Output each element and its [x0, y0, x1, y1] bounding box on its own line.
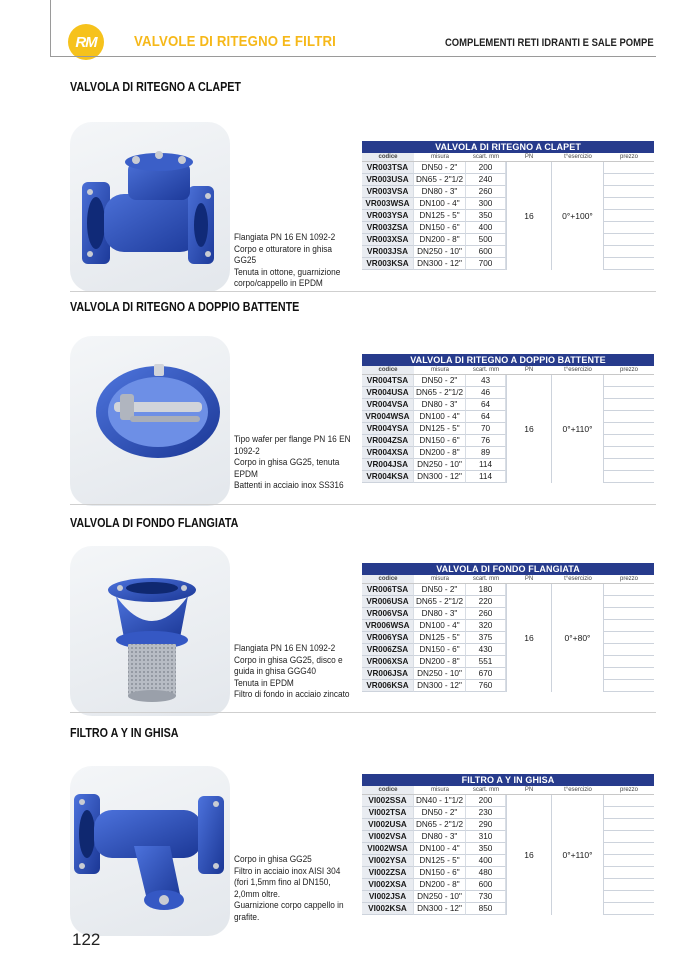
- product-table: [362, 774, 654, 915]
- table-cell-price: [604, 855, 654, 867]
- col-header-code: codice: [362, 153, 414, 161]
- table-cell-scart: 300: [466, 198, 506, 210]
- product-table: [362, 141, 654, 270]
- table-cell-scart: 200: [466, 162, 506, 174]
- table-cell-size: DN250 - 10": [414, 459, 466, 471]
- product-table: [362, 354, 654, 483]
- table-cell-code: VR003ZSA: [362, 222, 414, 234]
- table-cell-price: [604, 459, 654, 471]
- table-column-scart: [466, 584, 506, 692]
- table-cell-price: [604, 867, 654, 879]
- table-cell-size: DN250 - 10": [414, 891, 466, 903]
- table-cell-size: DN200 - 8": [414, 656, 466, 668]
- table-cell-scart: 114: [466, 459, 506, 471]
- page-number: 122: [72, 930, 101, 949]
- table-cell-scart: 700: [466, 258, 506, 270]
- table-cell-price: [604, 375, 654, 387]
- table-cell-scart: 200: [466, 795, 506, 807]
- col-header-temp: t°esercizio: [564, 154, 592, 160]
- table-cell-scart: 220: [466, 596, 506, 608]
- table-cell-code: VR006VSA: [362, 608, 414, 620]
- col-header-temp: t°esercizio: [564, 367, 592, 373]
- table-cell-price: [604, 423, 654, 435]
- col-header-size: misura: [430, 576, 449, 582]
- table-title: VALVOLA DI RITEGNO A CLAPET: [362, 141, 654, 153]
- table-cell-size: DN100 - 4": [414, 843, 466, 855]
- table-cell-code: VI002USA: [362, 819, 414, 831]
- table-cell-price: [604, 644, 654, 656]
- table-cell-scart: 600: [466, 246, 506, 258]
- table-cell-temp: 0°+100°: [552, 162, 604, 270]
- page-title: VALVOLE DI RITEGNO E FILTRI: [134, 33, 337, 50]
- table-cell-scart: 730: [466, 891, 506, 903]
- table-cell-scart: 310: [466, 831, 506, 843]
- table-cell-price: [604, 186, 654, 198]
- table-cell-price: [604, 632, 654, 644]
- table-cell-code: VI002TSA: [362, 807, 414, 819]
- table-cell-size: DN300 - 12": [414, 903, 466, 915]
- table-cell-scart: 600: [466, 879, 506, 891]
- table-cell-price: [604, 903, 654, 915]
- table-cell-code: VR003KSA: [362, 258, 414, 270]
- table-cell-scart: 64: [466, 399, 506, 411]
- col-header-size: misura: [430, 154, 449, 160]
- table-cell-size: DN250 - 10": [414, 668, 466, 680]
- table-cell-price: [604, 680, 654, 692]
- section-title: VALVOLA DI RITEGNO A CLAPET: [70, 80, 242, 94]
- table-cell-size: DN125 - 5": [414, 210, 466, 222]
- section-filtro-y: [70, 726, 656, 936]
- table-cell-size: DN100 - 4": [414, 198, 466, 210]
- table-cell-size: DN50 - 2": [414, 162, 466, 174]
- table-column-headers: [362, 366, 654, 375]
- product-photo-filtro-y: [70, 766, 230, 936]
- col-header-pn: PN: [524, 576, 534, 582]
- col-header-code: codice: [362, 786, 414, 794]
- table-cell-code: VR004XSA: [362, 447, 414, 459]
- table-cell-size: DN80 - 3": [414, 831, 466, 843]
- table-cell-code: VR004WSA: [362, 411, 414, 423]
- table-cell-size: DN150 - 6": [414, 644, 466, 656]
- table-column-price: [604, 795, 654, 915]
- header-vertical-rule: [50, 0, 51, 56]
- table-cell-size: DN80 - 3": [414, 186, 466, 198]
- table-cell-size: DN65 - 2"1/2: [414, 174, 466, 186]
- col-header-pn: PN: [524, 154, 534, 160]
- table-cell-code: VR004YSA: [362, 423, 414, 435]
- col-header-code: codice: [362, 575, 414, 583]
- table-cell-scart: 114: [466, 471, 506, 483]
- table-cell-price: [604, 435, 654, 447]
- section-title: FILTRO A Y IN GHISA: [70, 726, 179, 740]
- table-cell-size: DN300 - 12": [414, 258, 466, 270]
- table-cell-size: DN300 - 12": [414, 471, 466, 483]
- table-cell-code: VR003XSA: [362, 234, 414, 246]
- table-cell-scart: 70: [466, 423, 506, 435]
- col-header-size: misura: [430, 367, 449, 373]
- section-fondo-flangiata: [70, 516, 656, 726]
- table-cell-code: VI002SSA: [362, 795, 414, 807]
- section-divider: [70, 712, 656, 713]
- product-photo-fondo-flangiata: [70, 546, 230, 716]
- table-column-size: [414, 795, 466, 915]
- table-cell-scart: 375: [466, 632, 506, 644]
- table-cell-price: [604, 162, 654, 174]
- table-cell-scart: 400: [466, 855, 506, 867]
- product-table: [362, 563, 654, 692]
- table-cell-code: VI002JSA: [362, 891, 414, 903]
- table-cell-code: VR006USA: [362, 596, 414, 608]
- col-header-pn: PN: [524, 367, 534, 373]
- col-header-price: prezzo: [619, 787, 638, 793]
- table-cell-price: [604, 584, 654, 596]
- table-cell-price: [604, 668, 654, 680]
- y-strainer-icon: [70, 766, 230, 936]
- table-cell-size: DN40 - 1"1/2: [414, 795, 466, 807]
- col-header-code: codice: [362, 366, 414, 374]
- table-title: FILTRO A Y IN GHISA: [362, 774, 654, 786]
- table-body: [362, 584, 654, 692]
- section-clapet: [70, 80, 656, 290]
- table-cell-scart: 400: [466, 222, 506, 234]
- table-cell-pn: 16: [506, 375, 552, 483]
- table-cell-size: DN80 - 3": [414, 399, 466, 411]
- table-cell-size: DN150 - 6": [414, 867, 466, 879]
- table-cell-code: VR004USA: [362, 387, 414, 399]
- table-cell-code: VR003WSA: [362, 198, 414, 210]
- table-cell-price: [604, 234, 654, 246]
- table-cell-size: DN50 - 2": [414, 375, 466, 387]
- table-cell-price: [604, 891, 654, 903]
- table-cell-price: [604, 471, 654, 483]
- table-cell-scart: 551: [466, 656, 506, 668]
- table-cell-temp: 0°+80°: [552, 584, 604, 692]
- section-divider: [70, 291, 656, 292]
- table-cell-scart: 64: [466, 411, 506, 423]
- clapet-valve-icon: [70, 122, 230, 292]
- table-cell-temp: 0°+110°: [552, 795, 604, 915]
- table-body: [362, 162, 654, 270]
- table-column-size: [414, 584, 466, 692]
- table-cell-code: VR004JSA: [362, 459, 414, 471]
- table-cell-price: [604, 399, 654, 411]
- product-description: Corpo in ghisa GG25 Filtro in acciaio inox AISI 304 (fori 1,5mm fino al DN150, 2,0mm oltre. Guarnizione corpo cappello in grafite.: [234, 854, 344, 922]
- table-column-code: [362, 162, 414, 270]
- table-cell-scart: 240: [466, 174, 506, 186]
- table-title: VALVOLA DI FONDO FLANGIATA: [362, 563, 654, 575]
- table-cell-scart: 350: [466, 210, 506, 222]
- table-cell-size: DN80 - 3": [414, 608, 466, 620]
- table-cell-size: DN150 - 6": [414, 222, 466, 234]
- table-cell-code: VR006WSA: [362, 620, 414, 632]
- foot-valve-icon: [70, 546, 230, 716]
- table-cell-price: [604, 831, 654, 843]
- table-cell-code: VI002VSA: [362, 831, 414, 843]
- table-column-headers: [362, 575, 654, 584]
- col-header-pn: PN: [524, 787, 534, 793]
- table-column-scart: [466, 375, 506, 483]
- col-header-temp: t°esercizio: [564, 576, 592, 582]
- table-cell-size: DN200 - 8": [414, 234, 466, 246]
- section-doppio-battente: [70, 300, 656, 510]
- table-cell-scart: 260: [466, 608, 506, 620]
- table-cell-size: DN65 - 2"1/2: [414, 387, 466, 399]
- table-cell-scart: 180: [466, 584, 506, 596]
- section-title: VALVOLA DI FONDO FLANGIATA: [70, 516, 239, 530]
- table-cell-scart: 850: [466, 903, 506, 915]
- table-cell-price: [604, 596, 654, 608]
- table-column-price: [604, 162, 654, 270]
- table-cell-code: VR004ZSA: [362, 435, 414, 447]
- table-cell-price: [604, 447, 654, 459]
- rm-logo: [68, 24, 104, 60]
- table-cell-price: [604, 411, 654, 423]
- col-header-size: misura: [430, 787, 449, 793]
- table-cell-code: VI002XSA: [362, 879, 414, 891]
- table-cell-size: DN65 - 2"1/2: [414, 819, 466, 831]
- table-cell-size: DN100 - 4": [414, 620, 466, 632]
- catalog-section-title: COMPLEMENTI RETI IDRANTI E SALE POMPE: [445, 37, 654, 49]
- table-cell-size: DN125 - 5": [414, 855, 466, 867]
- table-column-headers: [362, 786, 654, 795]
- col-header-scart: scart. mm: [472, 154, 500, 160]
- table-cell-code: VR006XSA: [362, 656, 414, 668]
- table-column-code: [362, 795, 414, 915]
- table-cell-price: [604, 879, 654, 891]
- product-photo-clapet: [70, 122, 230, 292]
- table-column-price: [604, 584, 654, 692]
- product-description: Flangiata PN 16 EN 1092-2 Corpo e otturatore in ghisa GG25 Tenuta in ottone, guarnizione corpo/cappello in EPDM: [234, 232, 341, 289]
- table-cell-price: [604, 620, 654, 632]
- table-cell-size: DN50 - 2": [414, 584, 466, 596]
- table-column-scart: [466, 162, 506, 270]
- table-column-scart: [466, 795, 506, 915]
- table-cell-size: DN150 - 6": [414, 435, 466, 447]
- table-cell-scart: 46: [466, 387, 506, 399]
- table-cell-price: [604, 198, 654, 210]
- table-cell-scart: 500: [466, 234, 506, 246]
- table-cell-code: VI002ZSA: [362, 867, 414, 879]
- table-cell-price: [604, 387, 654, 399]
- col-header-price: prezzo: [619, 367, 638, 373]
- col-header-scart: scart. mm: [472, 367, 500, 373]
- table-column-price: [604, 375, 654, 483]
- table-cell-scart: 76: [466, 435, 506, 447]
- table-cell-price: [604, 258, 654, 270]
- table-cell-code: VR006ZSA: [362, 644, 414, 656]
- table-cell-size: DN125 - 5": [414, 423, 466, 435]
- table-cell-code: VR004VSA: [362, 399, 414, 411]
- table-column-code: [362, 584, 414, 692]
- product-description: Flangiata PN 16 EN 1092-2 Corpo in ghisa GG25, disco e guida in ghisa GGG40 Tenuta in EPDM Filtro di fondo in acciaio zincato: [234, 643, 350, 700]
- table-cell-scart: 670: [466, 668, 506, 680]
- section-title: VALVOLA DI RITEGNO A DOPPIO BATTENTE: [70, 300, 300, 314]
- table-column-headers: [362, 153, 654, 162]
- table-cell-pn: 16: [506, 795, 552, 915]
- header-rule: [50, 56, 656, 57]
- table-cell-size: DN200 - 8": [414, 447, 466, 459]
- table-body: [362, 795, 654, 915]
- table-cell-code: VR006KSA: [362, 680, 414, 692]
- table-cell-scart: 230: [466, 807, 506, 819]
- table-body: [362, 375, 654, 483]
- table-cell-scart: 43: [466, 375, 506, 387]
- table-cell-price: [604, 174, 654, 186]
- table-cell-size: DN200 - 8": [414, 879, 466, 891]
- table-cell-size: DN300 - 12": [414, 680, 466, 692]
- table-cell-code: VR003YSA: [362, 210, 414, 222]
- table-cell-price: [604, 608, 654, 620]
- table-cell-scart: 760: [466, 680, 506, 692]
- table-title: VALVOLA DI RITEGNO A DOPPIO BATTENTE: [362, 354, 654, 366]
- table-cell-code: VR006JSA: [362, 668, 414, 680]
- table-cell-code: VR006YSA: [362, 632, 414, 644]
- section-divider: [70, 504, 656, 505]
- table-cell-temp: 0°+110°: [552, 375, 604, 483]
- table-cell-scart: 350: [466, 843, 506, 855]
- wafer-check-valve-icon: [70, 336, 230, 506]
- table-cell-price: [604, 222, 654, 234]
- table-cell-size: DN65 - 2"1/2: [414, 596, 466, 608]
- table-column-size: [414, 162, 466, 270]
- product-photo-doppio-battente: [70, 336, 230, 506]
- table-cell-scart: 290: [466, 819, 506, 831]
- table-cell-size: DN250 - 10": [414, 246, 466, 258]
- logo-text: RM: [75, 33, 97, 51]
- col-header-price: prezzo: [619, 154, 638, 160]
- table-cell-code: VI002KSA: [362, 903, 414, 915]
- table-cell-price: [604, 795, 654, 807]
- table-cell-code: VR004KSA: [362, 471, 414, 483]
- table-column-code: [362, 375, 414, 483]
- col-header-price: prezzo: [619, 576, 638, 582]
- table-cell-scart: 480: [466, 867, 506, 879]
- table-cell-code: VR004TSA: [362, 375, 414, 387]
- table-cell-code: VI002YSA: [362, 855, 414, 867]
- table-cell-code: VR003VSA: [362, 186, 414, 198]
- table-cell-scart: 260: [466, 186, 506, 198]
- col-header-temp: t°esercizio: [564, 787, 592, 793]
- table-cell-pn: 16: [506, 584, 552, 692]
- product-description: Tipo wafer per flange PN 16 EN 1092-2 Corpo in ghisa GG25, tenuta EPDM Battenti in acciaio inox SS316: [234, 434, 351, 491]
- table-cell-code: VR003USA: [362, 174, 414, 186]
- table-cell-code: VR003JSA: [362, 246, 414, 258]
- table-cell-code: VI002WSA: [362, 843, 414, 855]
- col-header-scart: scart. mm: [472, 576, 500, 582]
- table-cell-price: [604, 843, 654, 855]
- table-cell-price: [604, 246, 654, 258]
- table-column-size: [414, 375, 466, 483]
- table-cell-scart: 430: [466, 644, 506, 656]
- table-cell-pn: 16: [506, 162, 552, 270]
- table-cell-size: DN100 - 4": [414, 411, 466, 423]
- table-cell-size: DN125 - 5": [414, 632, 466, 644]
- table-cell-price: [604, 210, 654, 222]
- table-cell-scart: 320: [466, 620, 506, 632]
- table-cell-size: DN50 - 2": [414, 807, 466, 819]
- table-cell-price: [604, 819, 654, 831]
- table-cell-code: VR006TSA: [362, 584, 414, 596]
- table-cell-code: VR003TSA: [362, 162, 414, 174]
- table-cell-scart: 89: [466, 447, 506, 459]
- col-header-scart: scart. mm: [472, 787, 500, 793]
- table-cell-price: [604, 807, 654, 819]
- table-cell-price: [604, 656, 654, 668]
